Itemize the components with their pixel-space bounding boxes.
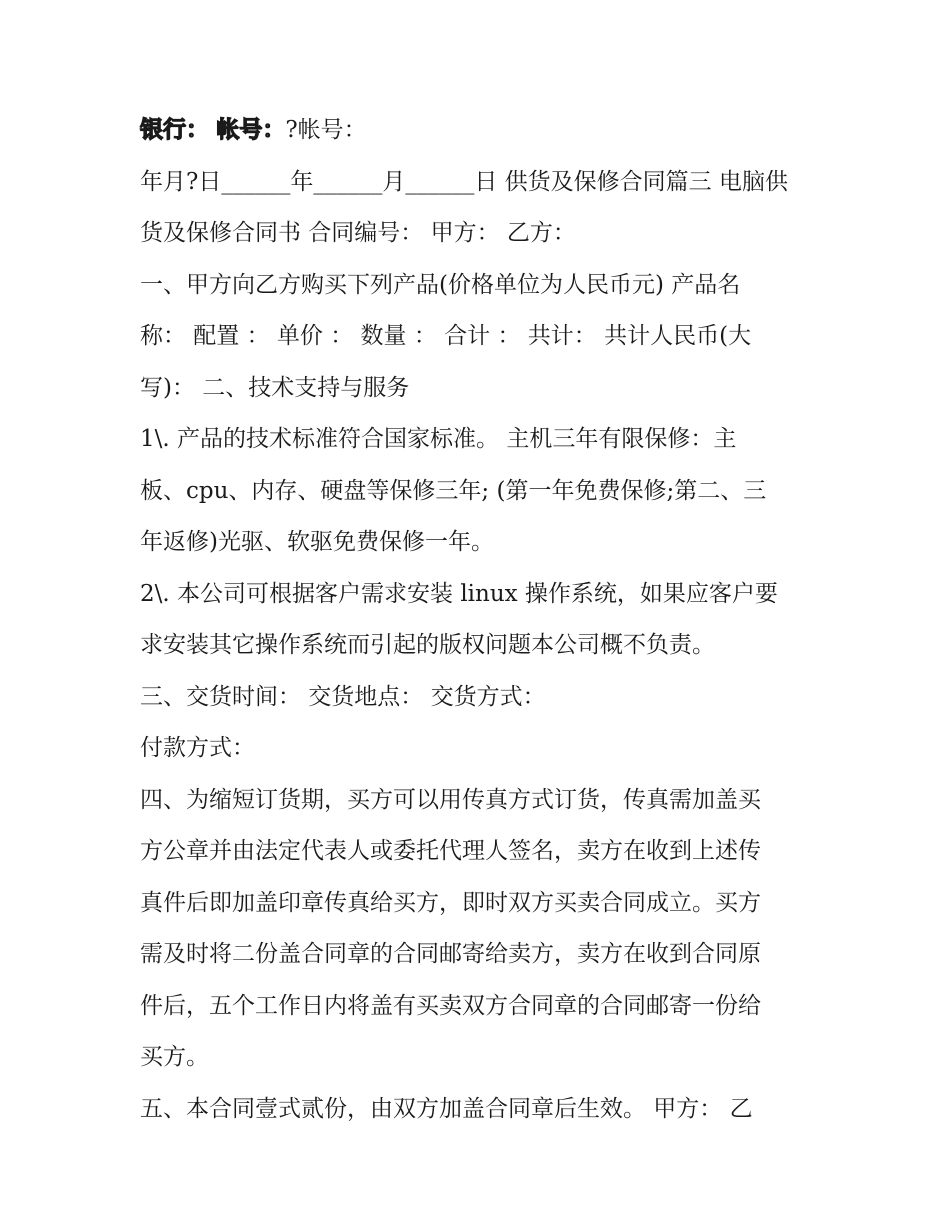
paragraph-line: 2\. 本公司可根据客户需求安装 linux 操作系统，如果应客户要	[140, 580, 778, 607]
paragraph-line: 1\. 产品的技术标准符合国家标准。 主机三年有限保修：主	[140, 426, 737, 452]
paragraph-line: 买方。	[140, 1044, 209, 1070]
paragraph-line: 写)： 二、技术支持与服务	[140, 374, 410, 401]
paragraph-line: 付款方式：	[140, 735, 255, 761]
contract-document	[140, 110, 820, 1140]
paragraph-line: 一、甲方向乙方购买下列产品(价格单位为人民币元) 产品名	[140, 271, 741, 298]
bank-account-line	[140, 110, 820, 162]
paragraph-line: 年返修)光驱、软驱免费保修一年。	[140, 529, 494, 555]
paragraph-line: 年月?日______年______月______日 供货及保修合同篇三 电脑供	[140, 168, 788, 195]
paragraph-line: 三、交货时间： 交货地点： 交货方式：	[140, 683, 546, 710]
paragraph-line: 需及时将二份盖合同章的合同邮寄给卖方，卖方在收到合同原	[140, 941, 761, 967]
paragraph-line: 四、为缩短订货期，买方可以用传真方式订货，传真需加盖买	[140, 786, 761, 813]
paragraph-line: 五、本合同壹式贰份，由双方加盖合同章后生效。 甲方： 乙	[140, 1095, 753, 1122]
paragraph-line: 称： 配置 ： 单价 ： 数量 ： 合计 ： 共计： 共计人民币(大	[140, 323, 752, 349]
account-label: 帐号：	[216, 117, 286, 143]
paragraph-line: 件后，五个工作日内将盖有买卖双方合同章的合同邮寄一份给	[140, 992, 761, 1019]
paragraph-line: 板、cpu、内存、硬盘等保修三年; (第一年免费保修;第二、三	[140, 477, 767, 504]
paragraph-line: 方公章并由法定代表人或委托代理人签名，卖方在收到上述传	[140, 838, 761, 864]
paragraph-line: 求安装其它操作系统而引起的版权问题本公司概不负责。	[140, 632, 715, 658]
paragraph-line: 货及保修合同书 合同编号： 甲方： 乙方：	[140, 220, 576, 246]
paragraph-line: 真件后即加盖印章传真给买方，即时双方买卖合同成立。买方	[140, 889, 761, 916]
bank-label: 银行：	[140, 117, 209, 143]
account-label-plain: ?帐号：	[285, 117, 367, 143]
